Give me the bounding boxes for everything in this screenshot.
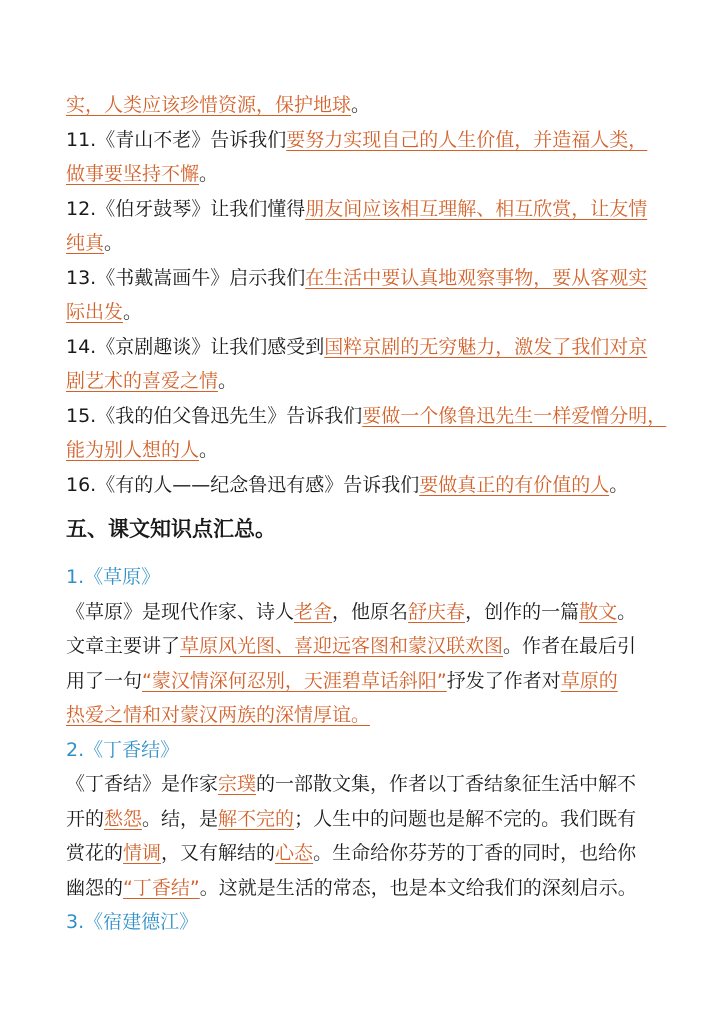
- lesson-subheading: [66, 905, 666, 940]
- answer-text: 心态: [275, 842, 314, 864]
- text-line: [66, 595, 666, 630]
- body-text: 13.《书戴嵩画牛》启示我们: [66, 266, 306, 289]
- body-text: 。这就是生活的常态，也是本文给我们的深刻启示。: [199, 876, 637, 899]
- answer-text: “丁香结”: [123, 876, 200, 899]
- answer-text: 实，人类应该珍惜资源，保护地球: [66, 94, 352, 116]
- text-line: [66, 468, 666, 503]
- body-text: 幽怨的: [66, 876, 124, 899]
- answer-text: 草原风光图、喜迎远客图和蒙汉联欢图: [180, 635, 504, 657]
- answer-text: 老舍: [294, 600, 333, 623]
- body-text: 14.《京剧趣谈》让我们感受到: [66, 335, 325, 358]
- text-line: [66, 767, 666, 802]
- body-text: 12.《伯牙鼓琴》让我们懂得: [66, 197, 306, 220]
- answer-text: 纯真: [66, 232, 105, 254]
- text-line: [66, 295, 666, 330]
- heading-text: 3.《宿建德江》: [66, 911, 199, 933]
- text-line: [66, 802, 666, 837]
- answer-text: 要做真正的有价值的人: [419, 473, 610, 496]
- answer-text: 在生活中要认真地观察事物，要从客观实: [305, 266, 648, 289]
- answer-text: 解不完的: [218, 807, 295, 830]
- answer-text: 情调: [123, 842, 162, 864]
- answer-text: 要做一个像鲁迅先生一样爱憎分明，: [362, 404, 667, 427]
- body-text: 开的: [66, 807, 105, 830]
- body-text: 11.《青山不老》告诉我们: [66, 128, 287, 151]
- answer-text: 要努力实现自己的人生价值，并造福人类，: [286, 128, 648, 151]
- body-text: 《草原》是现代作家、诗人: [66, 600, 295, 623]
- answer-text: 舒庆春: [408, 600, 466, 623]
- answer-text: 国粹京剧的无穷魅力，激发了我们对京: [324, 335, 648, 358]
- text-line: [66, 192, 666, 227]
- answer-text: 做事要坚持不懈: [66, 163, 200, 185]
- lesson-subheading: [66, 560, 666, 595]
- text-line: [66, 629, 666, 664]
- body-text: 。: [199, 163, 219, 185]
- body-text: 。结，是: [142, 807, 219, 830]
- answer-text: 热爱之情和对蒙汉两族的深情厚谊。: [66, 704, 371, 726]
- text-line: [66, 261, 666, 296]
- answer-text: 朋友间应该相互理解、相互欣赏，让友情: [305, 197, 648, 220]
- body-text: 。: [199, 439, 219, 461]
- body-text: 。生命给你芬芳的丁香的同时，也给你: [313, 842, 637, 864]
- text-line: [66, 698, 666, 733]
- body-text: 。作者在最后引: [503, 635, 637, 657]
- text-line: [66, 664, 666, 699]
- body-text: 。: [609, 473, 629, 496]
- answer-text: 际出发: [66, 301, 124, 323]
- text-line: [66, 364, 666, 399]
- heading-text: 1.《草原》: [66, 566, 161, 588]
- body-text: 。: [617, 600, 637, 623]
- text-line: [66, 399, 666, 434]
- text-line: [66, 157, 666, 192]
- lesson-subheading: [66, 733, 666, 768]
- body-text: ，他原名: [332, 600, 409, 623]
- answer-text: 剧艺术的喜爱之情: [66, 370, 219, 392]
- answer-text: 愁怨: [104, 807, 143, 830]
- text-line: [66, 123, 666, 158]
- text-line: [66, 433, 666, 468]
- section-heading: [66, 506, 666, 552]
- body-text: ；人生中的问题也是解不完的。我们既有: [294, 807, 637, 830]
- body-text: 。: [104, 232, 124, 254]
- body-text: 。: [123, 301, 143, 323]
- body-text: 赏花的: [66, 842, 124, 864]
- text-line: [66, 226, 666, 261]
- body-text: 。: [218, 370, 238, 392]
- body-text: 抒发了作者对: [446, 669, 561, 692]
- text-line: [66, 836, 666, 871]
- body-text: 的一部散文集，作者以丁香结象征生活中解不: [256, 773, 637, 795]
- answer-text: 散文: [579, 600, 618, 623]
- heading-text: 五、课文知识点汇总。: [66, 516, 276, 541]
- answer-text: “蒙汉情深何忍别，天涯碧草话斜阳”: [142, 669, 447, 692]
- document-body: [66, 88, 666, 940]
- body-text: ，又有解结的: [161, 842, 276, 864]
- text-line: [66, 871, 666, 906]
- text-line: [66, 330, 666, 365]
- body-text: 16.《有的人——纪念鲁迅有感》告诉我们: [66, 473, 420, 496]
- text-line: [66, 88, 666, 123]
- answer-text: 宗璞: [218, 773, 257, 795]
- answer-text: 草原的: [560, 669, 618, 692]
- body-text: 文章主要讲了: [66, 635, 181, 657]
- body-text: 。: [351, 94, 371, 116]
- body-text: 用了一句: [66, 669, 143, 692]
- answer-text: 能为别人想的人: [66, 439, 200, 461]
- body-text: ，创作的一篇: [465, 600, 580, 623]
- body-text: 15.《我的伯父鲁迅先生》告诉我们: [66, 404, 363, 427]
- body-text: 《丁香结》是作家: [66, 773, 219, 795]
- heading-text: 2.《丁香结》: [66, 738, 180, 761]
